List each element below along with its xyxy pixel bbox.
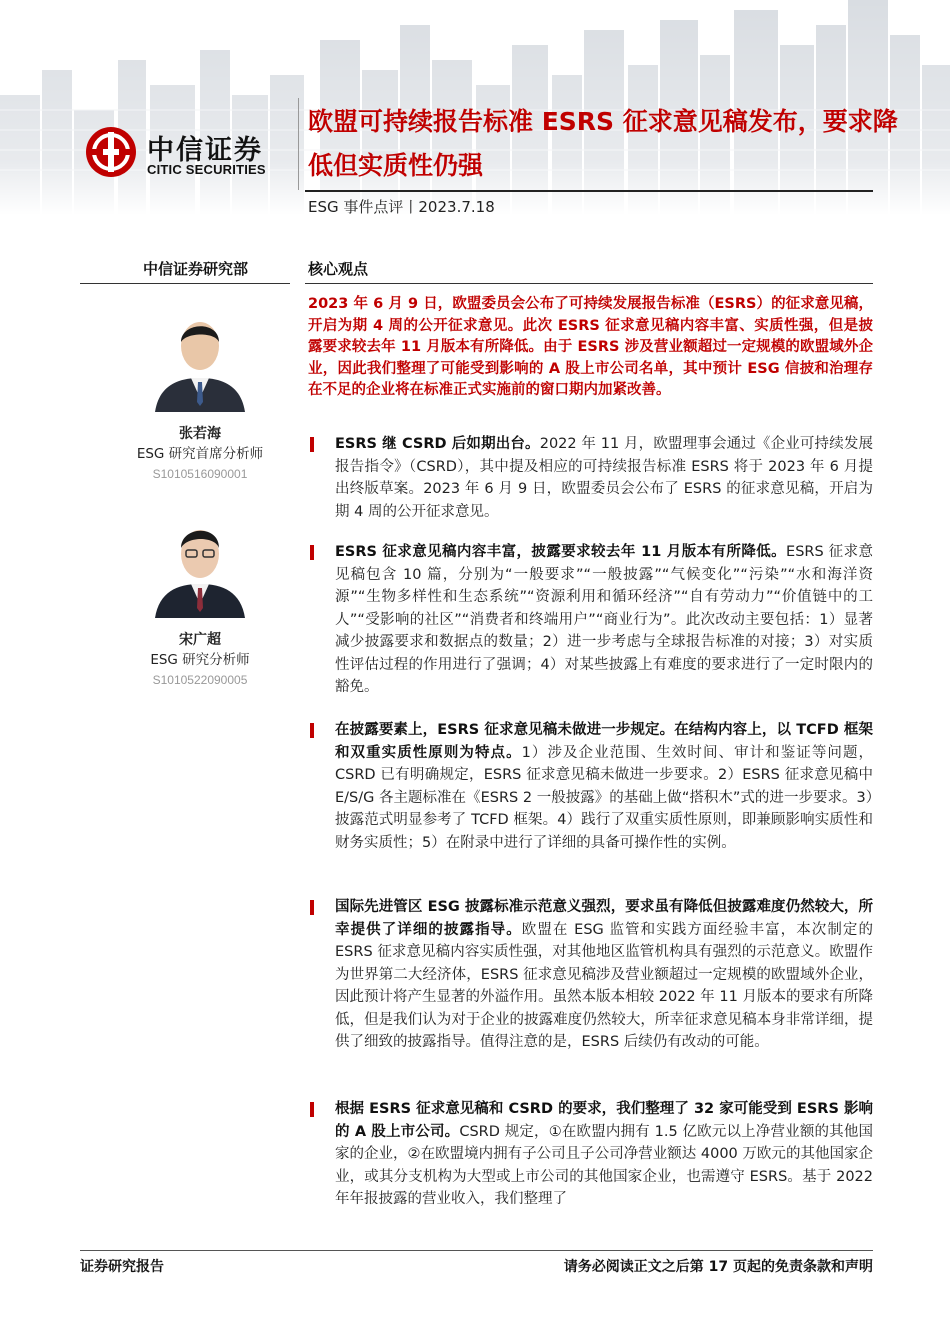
key-point-text: ESRS 征求意见稿包含 10 篇，分别为“一般要求”“一般披露”“气候变化”“污染”“水和海洋资源”“生物多样性和生态系统”“资源利用和循环经济”“自有劳动力”“价值链中的工人”“受影响的社区”“消费者和终端用户”“商业行为”。此次改动主要包括：1）显著减少披露要求和数据点的数量；2）进一步考虑与全球报告标准的对接；3）对实质性评估过程的作用进行了强调；4）对某些披露上有难度的要求进行了一定时限内的豁免。 — [335, 544, 873, 695]
research-dept-heading: 中信证券研究部 — [143, 260, 249, 278]
key-point-lead: 国际先进管区 ESG 披露标准示范意义强烈，要求虽有降低但披露难度仍然较大，所幸提供了详细的披露指导。 — [335, 899, 873, 938]
left-column-rule — [80, 283, 290, 284]
analyst-card — [110, 302, 290, 484]
logo-text-en: CITIC SECURITIES — [147, 162, 266, 177]
footer-rule — [80, 1250, 873, 1251]
report-title: 欧盟可持续报告标准 ESRS 征求意见稿发布，要求降低但实质性仍强 — [308, 107, 898, 180]
footer-report-type: 证券研究报告 — [80, 1259, 164, 1275]
analyst-photo — [145, 302, 255, 412]
report-subtitle: ESG 事件点评丨2023.7.18 — [308, 198, 495, 216]
analyst-name: 宋广超 — [179, 632, 221, 648]
core-view-summary: 2023 年 6 月 9 日，欧盟委员会公布了可持续发展报告标准（ESRS）的征求意见稿，开启为期 4 周的公开征求意见。此次 ESRS 征求意见稿内容丰富、实质性强，但是披露要求较去年 11 月版本有所降低。由于 ESRS 涉及营业额超过一定规模的欧盟域外企业，因此我们整理了可能受到影响的 A 股上市公司名单，其中预计 ESG 信披和治理存在不足的企业将在标准正式实施前的窗口期内加紧改善。 — [308, 296, 873, 398]
citic-logo — [85, 122, 295, 184]
bullet-marker — [310, 437, 314, 452]
analyst-license-id: S1010522090005 — [152, 673, 248, 687]
key-point-item — [308, 433, 873, 523]
title-rule — [305, 190, 873, 192]
key-point-text: 2022 年 11 月，欧盟理事会通过《企业可持续发展报告指令》（CSRD），其中提及相应的可持续报告标准 ESRS 将于 2023 年 6 月提出终版草案。2023 年 6 月 9 日，欧盟委员会公布了 ESRS 的征求意见稿，开启为期 4 周的公开征求意见。 — [335, 436, 874, 520]
bullet-marker — [310, 545, 314, 560]
right-column-rule — [305, 283, 873, 284]
bullet-marker — [310, 900, 314, 915]
citic-emblem-icon — [85, 126, 137, 178]
analyst-photo — [145, 508, 255, 618]
key-point-text: CSRD 规定，①在欧盟内拥有 1.5 亿欧元以上净营业额的其他国家的企业，②在欧盟境内拥有子公司且子公司净营业额达 4000 万欧元的其他国家企业，或其分支机构为大型或上市公司的其他国家企业，也需遵守 ESRS。基于 2022 年年报披露的营业收入，我们整理了 — [335, 1123, 874, 1207]
key-point-text: 欧盟在 ESG 监管和实践方面经验丰富，本次制定的 ESRS 征求意见稿内容实质性强，对其他地区监管机构具有强烈的示范意义。欧盟作为世界第二大经济体，ESRS 征求意见稿涉及营业额超过一定规模的欧盟域外企业，因此预计将产生显著的外溢作用。虽然本版本相较 2022 年 11 月版本的要求有所降低，但是我们认为对于企业的披露难度仍然较大，所幸征求意见稿本身非常详细，提供了细致的披露指导。值得注意的是，ESRS 后续仍有改动的可能。 — [335, 921, 873, 1050]
analyst-role: ESG 研究首席分析师 — [136, 446, 264, 462]
analyst-role: ESG 研究分析师 — [150, 652, 250, 668]
key-point-lead: 根据 ESRS 征求意见稿和 CSRD 的要求，我们整理了 32 家可能受到 ESRS 影响的 A 股上市公司。 — [335, 1101, 873, 1140]
logo-text-cn: 中信证券 — [147, 135, 263, 166]
analyst-card — [110, 508, 290, 690]
key-point-item — [308, 719, 873, 854]
key-points-heading: 核心观点 — [308, 260, 369, 278]
key-point-text: 1）涉及企业范围、生效时间、审计和鉴证等问题，CSRD 已有明确规定，ESRS 征求意见稿未做进一步要求。2）ESRS 征求意见稿中 E/S/G 各主题标准在《ESRS 2 一般披露》的基础上做“搭积木”式的进一步要求。3）披露范式明显参考了 TCFD 框架。4）践行了双重实质性原则，即兼顾影响实质性和财务实质性；5）在附录中进行了详细的具备可操作性的实例。 — [335, 744, 873, 851]
key-point-lead: 在披露要素上，ESRS 征求意见稿未做进一步规定。在结构内容上，以 TCFD 框架和双重实质性原则为特点。 — [335, 722, 873, 761]
key-point-lead: ESRS 征求意见稿内容丰富，披露要求较去年 11 月版本有所降低。 — [335, 544, 787, 560]
key-point-item — [308, 896, 873, 1054]
key-point-item — [308, 541, 873, 699]
bullet-marker — [310, 723, 314, 738]
key-point-lead: ESRS 继 CSRD 后如期出台。 — [335, 436, 540, 452]
footer-disclaimer: 请务必阅读正文之后第 17 页起的免责条款和声明 — [563, 1259, 873, 1275]
analyst-name: 张若海 — [179, 426, 221, 442]
header-divider — [298, 98, 299, 190]
key-point-item — [308, 1098, 873, 1211]
bullet-marker — [310, 1102, 314, 1117]
analyst-license-id: S1010516090001 — [152, 467, 248, 481]
